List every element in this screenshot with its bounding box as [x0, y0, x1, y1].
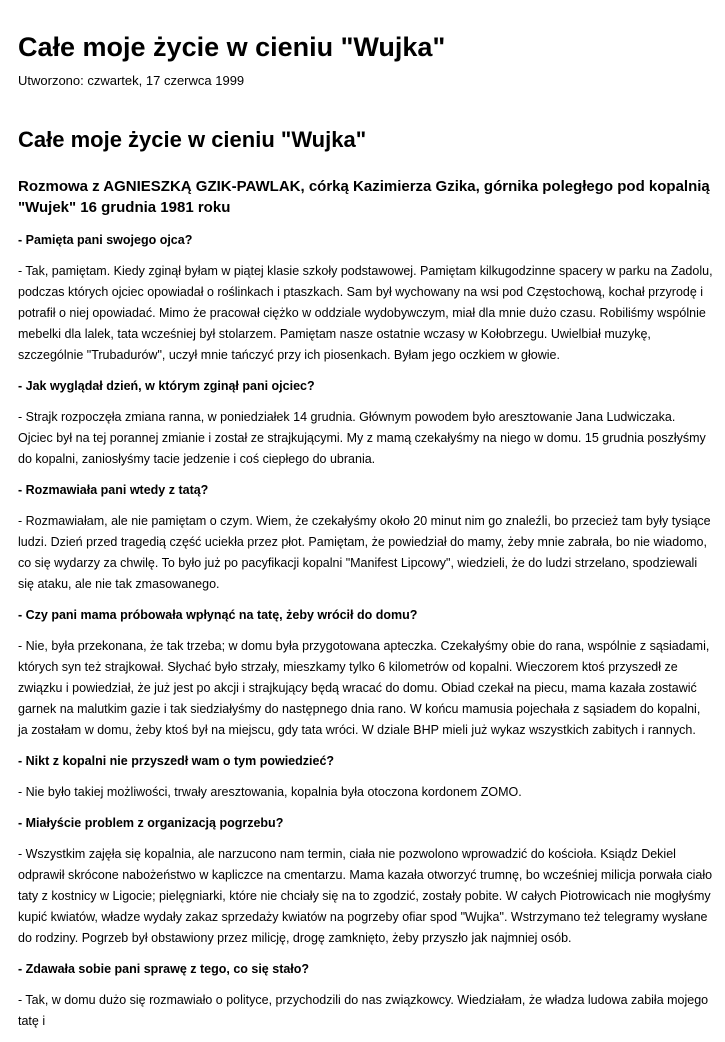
question: - Jak wyglądał dzień, w którym zginął pani ojciec? — [18, 379, 315, 393]
answer: - Nie było takiej możliwości, trwały aresztowania, kopalnia była otoczona kordonem ZOMO. — [18, 785, 522, 799]
article-title: Całe moje życie w cieniu "Wujka" — [18, 127, 367, 152]
question: - Zdawała sobie pani sprawę z tego, co się stało? — [18, 962, 310, 976]
answer: - Tak, pamiętam. Kiedy zginął byłam w piątej klasie szkoły podstawowej. Pamiętam kilkugodzinne spacery w parku na Zadolu, podczas których ojciec opowiadał o roślinkach i ptaszkach. Sam był wychowany na wsi pod Częstochową, kochał przyrodę i potrafił o niej opowiadać. Mimo że pracował ciężko w oddziale wydobywczym, miał dla mnie dużo czasu. Robiliśmy wspólnie mebelki dla lalek, tata wcześniej był stolarzem. Pamiętam nasze ostatnie wczasy w Kołobrzegu. Uwielbiał muzykę, szczególnie "Trubadurów", uczył mnie tańczyć przy ich piosenkach. Byłam jego oczkiem w głowie. — [18, 264, 713, 362]
question: - Nikt z kopalni nie przyszedł wam o tym powiedzieć? — [18, 754, 335, 768]
answer: - Rozmawiałam, ale nie pamiętam o czym. Wiem, że czekałyśmy około 20 minut nim go znaleźli, bo przecież tam były tysiące ludzi. Dzień przed tragedią część uciekła przez płot. Pamiętam, że powiedział do mamy, żeby mnie zabrała, bo nie wiadomo, co się wydarzy za chwilę. To było już po pacyfikacji kopalni "Manifest Lipcowy", wiedzieli, że do ludzi strzelano, spodziewali się ataku, ale nie tak zmasowanego. — [18, 514, 711, 591]
document-title: Całe moje życie w cieniu "Wujka" — [18, 32, 446, 62]
created-date: Utworzono: czwartek, 17 czerwca 1999 — [18, 73, 245, 88]
question: - Pamięta pani swojego ojca? — [18, 233, 193, 247]
answer: - Nie, była przekonana, że tak trzeba; w domu była przygotowana apteczka. Czekałyśmy obie do rana, wspólnie z sąsiadami, których syn też strajkował. Słychać było strzały, mieszkamy tylko 6 kilometrów od kopalni. Wieczorem ktoś przyszedł ze związku i powiedział, że już jest po akcji i strajkujący będą wracać do domu. Obiad czekał na piecu, mama kazała zostawić garnek na malutkim gazie i tak siedziałyśmy do następnego dnia rano. W końcu mamusia pojechała z sąsiadem do kopalni, ja zostałam w domu, żeby ktoś był na miejscu, gdy tata wróci. W dziale BHP mieli już wykaz wszystkich zabitych i rannych. — [18, 639, 710, 737]
answer: - Strajk rozpoczęła zmiana ranna, w poniedziałek 14 grudnia. Głównym powodem było aresztowanie Jana Ludwiczaka. Ojciec był na tej porannej zmianie i został ze strajkującymi. My z mamą czekałyśmy na niego w domu. 15 grudnia poszłyśmy do kopalni, zaniosłyśmy tacie jedzenie i coś ciepłego do ubrania. — [18, 410, 706, 466]
answer: - Tak, w domu dużo się rozmawiało o polityce, przychodzili do nas związkowcy. Wiedziałam, że władza ludowa zabiła mojego tatę i — [18, 993, 709, 1028]
article-lede: Rozmowa z AGNIESZKĄ GZIK-PAWLAK, córką Kazimierza Gzika, górnika poległego pod kopalnią "Wujek" 16 grudnia 1981 roku — [18, 178, 710, 216]
article-body — [18, 176, 713, 1042]
question: - Rozmawiała pani wtedy z tatą? — [18, 483, 209, 497]
question: - Miałyście problem z organizacją pogrzebu? — [18, 816, 284, 830]
answer: - Wszystkim zajęła się kopalnia, ale narzucono nam termin, ciała nie pozwolono wprowadzić do kościoła. Ksiądz Dekiel odprawił skrócone nabożeństwo w kapliczce na cmentarzu. Mama kazała otworzyć trumnę, bo wcześniej milicja porwała ciało taty z kostnicy w Ligocie; pielęgniarki, które nie chciały się na to zgodzić, zostały pobite. W całych Piotrowicach nie mogłyśmy kupić kwiatów, władze wydały zakaz sprzedaży kwiatów na pogrzeby ofiar spod "Wujka". Wstrzymano też telegramy wysłane do rodziny. Pogrzeb był obstawiony przez milicję, drogę zamknięto, żeby przyszło jak najmniej osób. — [18, 847, 713, 945]
question: - Czy pani mama próbowała wpłynąć na tatę, żeby wrócił do domu? — [18, 608, 418, 622]
